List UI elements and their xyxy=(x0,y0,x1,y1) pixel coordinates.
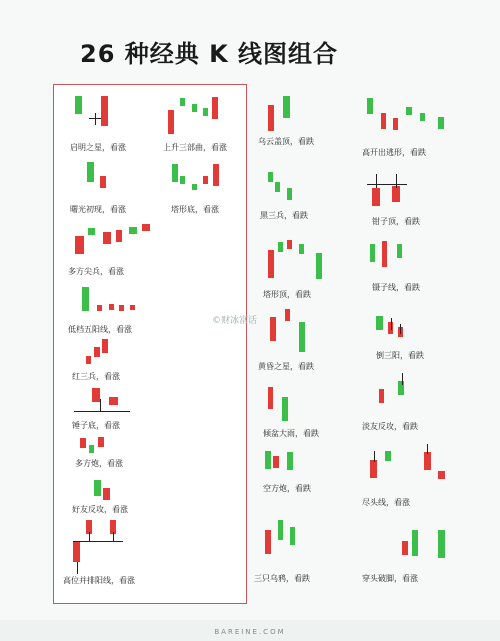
pattern-label: 多方尖兵，看涨 xyxy=(68,267,124,276)
candle xyxy=(397,244,402,258)
candle xyxy=(80,438,86,448)
candle xyxy=(278,520,283,540)
candle xyxy=(130,305,135,310)
candle xyxy=(109,397,118,405)
candle xyxy=(88,228,95,235)
candle xyxy=(438,471,445,479)
pattern-label: 倒三阳，看跌 xyxy=(376,351,424,360)
wick-line xyxy=(376,174,377,188)
candle xyxy=(103,488,110,500)
candle xyxy=(87,162,94,182)
pattern-label: 曙光初现，看涨 xyxy=(70,205,126,214)
candle xyxy=(299,244,304,254)
candle xyxy=(102,339,108,353)
candle xyxy=(265,451,271,469)
pattern-label: 锤子底，看涨 xyxy=(72,421,120,430)
candle xyxy=(94,480,101,496)
pattern-label: 塔形底，看涨 xyxy=(171,205,219,214)
candle xyxy=(103,232,111,244)
wick-line xyxy=(100,399,101,411)
candle xyxy=(282,397,288,421)
candle xyxy=(376,316,383,330)
candle xyxy=(367,98,373,114)
pattern-label: 启明之星，看涨 xyxy=(70,143,126,152)
candle xyxy=(316,253,322,279)
bullish-patterns-frame xyxy=(53,84,247,604)
candle xyxy=(299,322,305,352)
candle xyxy=(438,117,444,129)
wick-line xyxy=(400,324,401,334)
candle xyxy=(370,244,375,262)
wick-line xyxy=(95,113,96,125)
candle xyxy=(92,388,100,402)
candle xyxy=(265,530,271,554)
candle xyxy=(402,541,408,555)
candle xyxy=(168,110,174,134)
candle xyxy=(420,113,425,121)
candle xyxy=(393,118,398,130)
candle xyxy=(424,452,431,470)
candle xyxy=(89,445,94,453)
candle xyxy=(75,96,82,114)
pattern-label: 高开出逃形，看跌 xyxy=(362,148,426,157)
pattern-label: 尽头线，看涨 xyxy=(362,498,410,507)
candle xyxy=(101,96,108,126)
candle xyxy=(94,347,100,357)
candle xyxy=(203,176,208,184)
candle xyxy=(212,97,218,119)
wick-line xyxy=(89,532,90,541)
candle xyxy=(213,164,219,186)
pattern-label: 倾盆大雨，看跌 xyxy=(263,429,319,438)
candle xyxy=(268,387,273,409)
pattern-label: 黄昏之星，看跌 xyxy=(258,362,314,371)
candle xyxy=(398,381,404,395)
page-title: 26 种经典 K 线图组合 xyxy=(80,40,339,68)
candle xyxy=(268,172,273,182)
candle xyxy=(273,456,279,468)
watermark: ©财冰富话 xyxy=(212,316,258,326)
candle xyxy=(275,182,280,192)
wick-line xyxy=(73,541,123,542)
candle xyxy=(287,188,292,200)
wick-line xyxy=(374,451,375,462)
footer-text: BAREINE.COM xyxy=(214,628,286,636)
pattern-label: 空方炮，看跌 xyxy=(263,484,311,493)
candle xyxy=(192,184,197,190)
candle xyxy=(73,542,80,562)
candle xyxy=(406,107,412,115)
candle xyxy=(287,240,292,249)
candle xyxy=(285,309,290,321)
candle xyxy=(192,104,197,112)
pattern-label: 三只乌鸦，看跌 xyxy=(254,574,310,583)
candle xyxy=(385,451,391,461)
candle xyxy=(172,164,178,182)
wick-line xyxy=(396,174,397,188)
candle xyxy=(129,227,137,234)
pattern-label: 淡友反攻，看跌 xyxy=(362,422,418,431)
pattern-label: 低档五阳线，看涨 xyxy=(68,325,132,334)
wick-line xyxy=(113,532,114,541)
candle xyxy=(116,230,122,242)
candle xyxy=(203,108,208,116)
pattern-label: 好友反攻，看涨 xyxy=(72,505,128,514)
candle xyxy=(270,317,276,341)
candle xyxy=(370,460,377,478)
wick-line xyxy=(367,184,407,185)
candle xyxy=(278,242,283,252)
pattern-label: 上升三部曲，看涨 xyxy=(163,143,227,152)
candle xyxy=(381,113,386,129)
pattern-label: 黑三兵，看跌 xyxy=(260,211,308,220)
pattern-label: 多方炮，看涨 xyxy=(75,459,123,468)
pattern-label: 红三兵，看涨 xyxy=(72,372,120,381)
wick-line xyxy=(77,562,78,574)
wick-line xyxy=(427,444,428,454)
wick-line xyxy=(74,411,130,412)
candle xyxy=(372,188,380,206)
candle xyxy=(142,224,150,231)
candle xyxy=(86,356,91,364)
wick-line xyxy=(391,318,392,330)
candle xyxy=(438,530,445,558)
candle xyxy=(268,250,274,278)
pattern-label: 高位并排阳线，看涨 xyxy=(63,576,135,585)
candle xyxy=(180,98,185,106)
pattern-label: 塔形顶，看跌 xyxy=(263,290,311,299)
candle xyxy=(180,176,185,184)
wick-line xyxy=(402,373,403,385)
candle xyxy=(283,96,290,118)
candle xyxy=(97,305,102,311)
candle xyxy=(119,305,124,311)
pattern-label: 钳子顶，看跌 xyxy=(372,217,420,226)
candle xyxy=(290,527,295,545)
candle xyxy=(75,236,84,254)
candle xyxy=(109,304,114,310)
candle xyxy=(287,452,293,470)
pattern-label: 乌云盖顶，看跌 xyxy=(258,137,314,146)
candle xyxy=(379,389,384,403)
candle xyxy=(382,241,387,267)
candle xyxy=(100,176,106,188)
candle xyxy=(268,105,274,131)
candle xyxy=(82,287,89,311)
candle xyxy=(98,437,104,447)
pattern-label: 镊子线，看跌 xyxy=(372,283,420,292)
pattern-label: 穿头破脚，看涨 xyxy=(362,574,418,583)
candle xyxy=(392,186,400,202)
candle xyxy=(412,530,418,556)
